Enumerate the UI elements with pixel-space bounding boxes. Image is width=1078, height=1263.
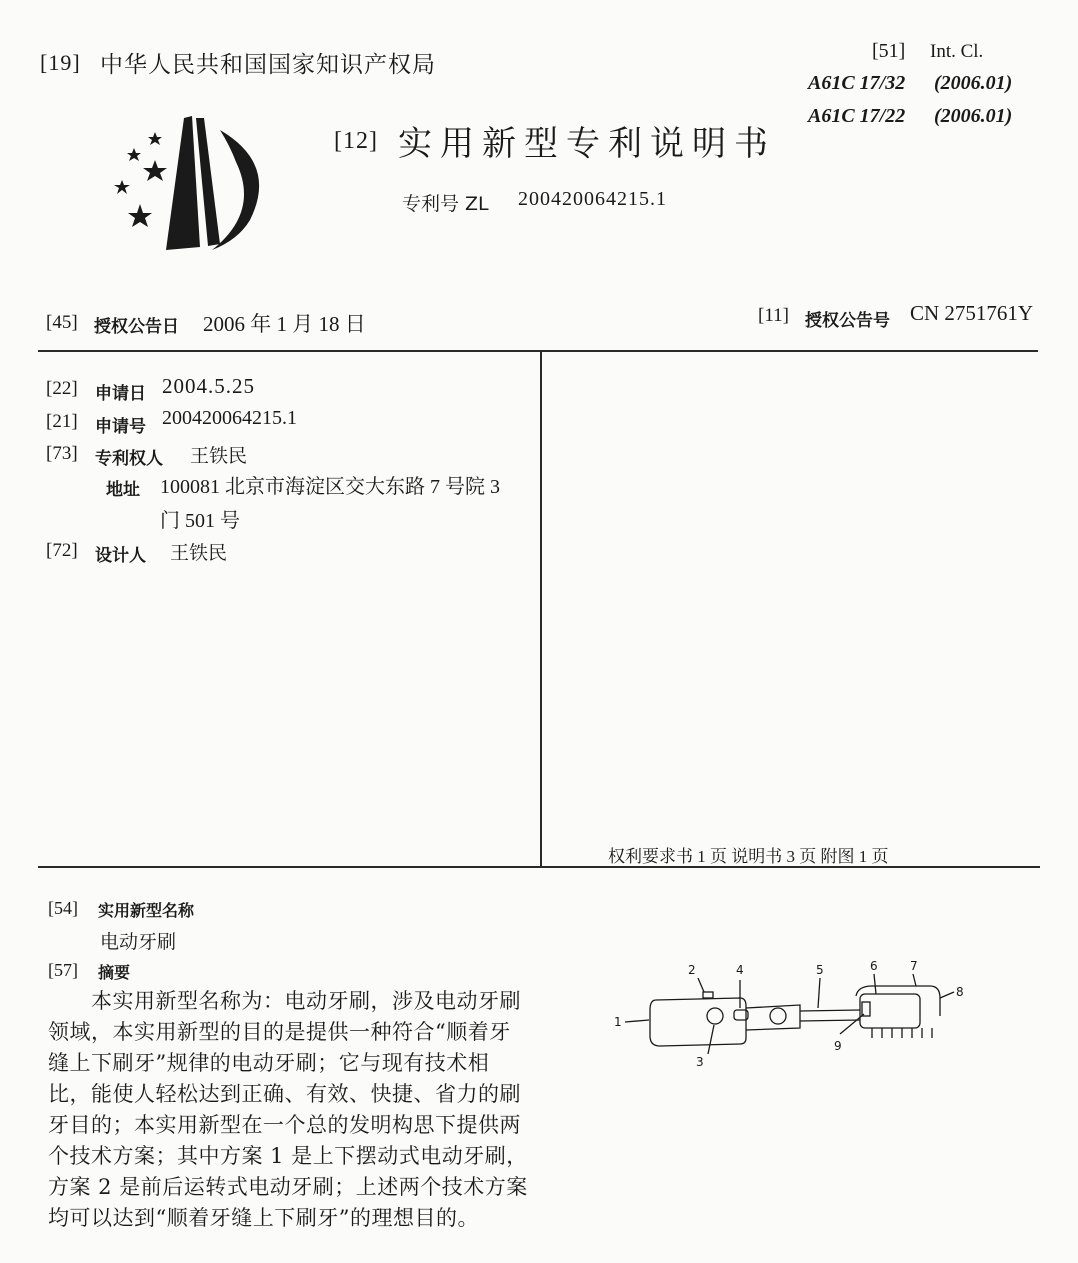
designer-tag: [72] xyxy=(46,540,78,561)
abstract-line: 牙目的；本实用新型在一个总的发明构思下提供两 xyxy=(48,1113,521,1137)
figure-label: 1 xyxy=(614,1015,622,1029)
bottom-rule xyxy=(38,866,1040,868)
filing-date-tag: [22] xyxy=(46,378,78,399)
address-line-1: 100081 北京市海淀区交大东路 7 号院 3 xyxy=(160,476,500,498)
designer-value: 王铁民 xyxy=(170,542,228,564)
office-name: 中华人民共和国国家知识产权局 xyxy=(100,52,436,78)
abstract-line: 领域，本实用新型的目的是提供一种符合“顺着牙 xyxy=(48,1020,511,1044)
classification-1-code: A61C 17/32 xyxy=(808,72,906,94)
title-tag: [54] xyxy=(48,898,78,918)
doc-type-title: 实用新型专利说明书 xyxy=(398,124,776,164)
patentee-label: 专利权人 xyxy=(95,449,163,469)
designer-label: 设计人 xyxy=(95,546,146,566)
patentee-value: 王铁民 xyxy=(190,445,248,467)
abstract-line: 均可以达到“顺着牙缝上下刷牙”的理想目的。 xyxy=(48,1206,479,1230)
abstract-label: 摘要 xyxy=(98,963,131,982)
patent-no-label: 专利号 ZL xyxy=(402,193,489,215)
figure-label: 7 xyxy=(910,959,918,973)
intcl-tag: [51] xyxy=(872,40,906,62)
application-no-label: 申请号 xyxy=(95,417,146,437)
figure-label: 2 xyxy=(688,963,696,977)
abstract-line: 个技术方案；其中方案 1 是上下摆动式电动牙刷， xyxy=(48,1144,528,1168)
figure-label: 3 xyxy=(696,1055,704,1069)
classification-2-code: A61C 17/22 xyxy=(808,105,906,127)
abstract-tag: [57] xyxy=(48,960,78,980)
grant-no-value: CN 2751761Y xyxy=(910,301,1034,325)
office-tag: [19] xyxy=(40,50,81,75)
figure-label: 9 xyxy=(834,1039,842,1053)
patentee-tag: [73] xyxy=(46,443,78,464)
toothbrush-figure xyxy=(600,950,980,1080)
grant-date-label: 授权公告日 xyxy=(94,317,179,337)
column-divider xyxy=(540,352,542,868)
figure-label: 4 xyxy=(736,963,744,977)
abstract-line: 方案 2 是前后运转式电动牙刷；上述两个技术方案 xyxy=(48,1175,528,1199)
abstract-line: 缝上下刷牙”规律的电动牙刷；它与现有技术相 xyxy=(48,1051,490,1075)
intcl-label: Int. Cl. xyxy=(930,41,984,62)
abstract-line: 比，能使人轻松达到正确、有效、快捷、省力的刷 xyxy=(48,1082,521,1106)
abstract-line: 本实用新型名称为：电动牙刷，涉及电动牙刷 xyxy=(48,989,521,1013)
address-label: 地址 xyxy=(106,480,140,500)
application-no-value: 200420064215.1 xyxy=(162,407,297,429)
grant-no-tag: [11] xyxy=(758,305,789,326)
filing-date-value: 2004.5.25 xyxy=(162,374,255,398)
figure-label: 6 xyxy=(870,959,878,973)
figure-label: 5 xyxy=(816,963,824,977)
figure-label: 8 xyxy=(956,985,964,999)
title-label: 实用新型名称 xyxy=(98,901,195,920)
application-no-tag: [21] xyxy=(46,411,78,432)
classification-2-date: (2006.01) xyxy=(934,105,1013,127)
grant-date-value: 2006 年 1 月 18 日 xyxy=(203,312,366,336)
patent-no-value: 200420064215.1 xyxy=(518,188,667,210)
cnipa-emblem-icon xyxy=(100,112,280,252)
title-value: 电动牙刷 xyxy=(100,931,177,953)
filing-date-label: 申请日 xyxy=(95,384,146,404)
doc-type-tag: [12] xyxy=(334,128,378,154)
grant-no-label: 授权公告号 xyxy=(805,311,890,331)
top-rule xyxy=(38,350,1038,352)
grant-date-tag: [45] xyxy=(46,312,78,333)
page-counts: 权利要求书 1 页 说明书 3 页 附图 1 页 xyxy=(608,847,889,866)
classification-1-date: (2006.01) xyxy=(934,72,1013,94)
address-line-2: 门 501 号 xyxy=(160,510,240,532)
